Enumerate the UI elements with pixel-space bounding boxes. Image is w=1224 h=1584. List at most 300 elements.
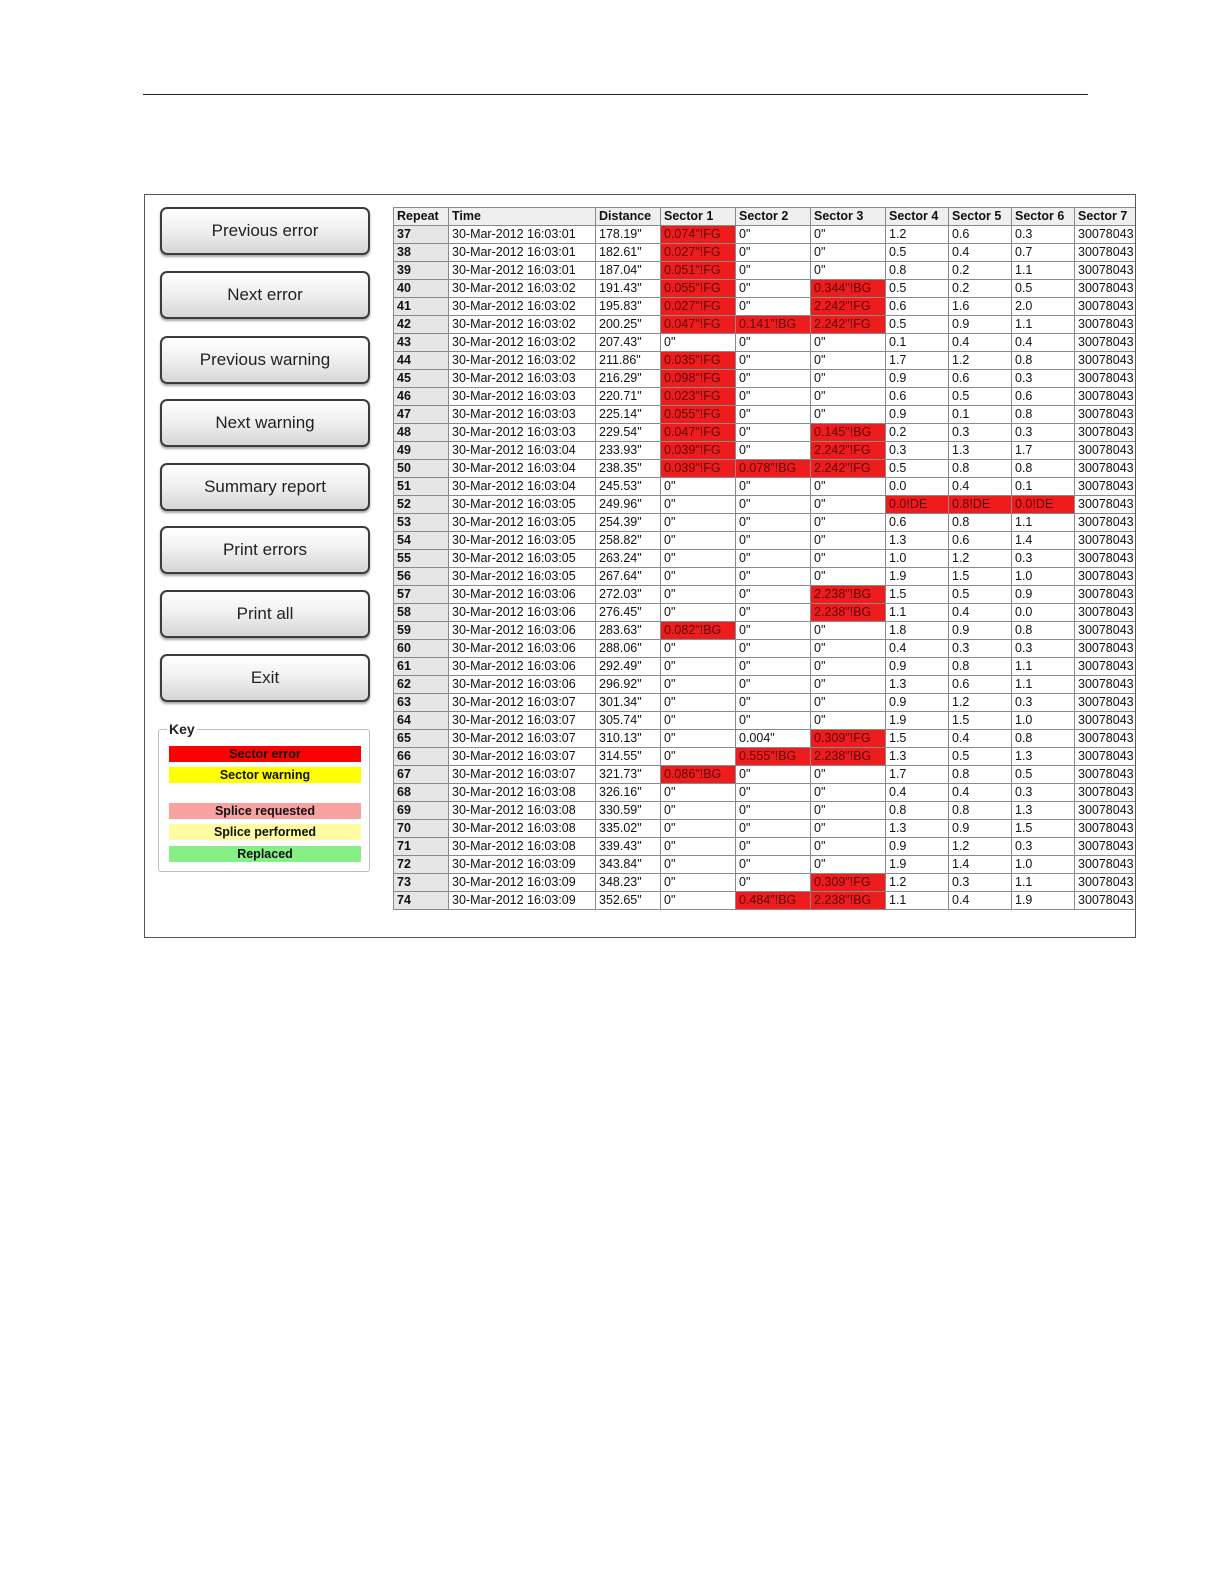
table-cell: 30-Mar-2012 16:03:08 [449, 784, 596, 802]
table-cell: 0.6 [949, 676, 1012, 694]
table-cell: 30-Mar-2012 16:03:02 [449, 280, 596, 298]
table-cell: 30078043 [1075, 568, 1137, 586]
table-cell: 1.5 [949, 712, 1012, 730]
table-cell: 296.92" [596, 676, 661, 694]
table-cell: 0" [811, 694, 886, 712]
table-row[interactable] [394, 784, 1137, 802]
table-cell: 220.71" [596, 388, 661, 406]
col-header-time[interactable]: Time [449, 208, 596, 226]
table-row[interactable] [394, 820, 1137, 838]
table-cell: 1.5 [886, 586, 949, 604]
table-cell: 229.54" [596, 424, 661, 442]
table-cell: 207.43" [596, 334, 661, 352]
table-cell: 0.4 [949, 892, 1012, 910]
table-cell: 30078043 [1075, 406, 1137, 424]
table-cell: 1.1 [1012, 874, 1075, 892]
table-cell: 30-Mar-2012 16:03:06 [449, 658, 596, 676]
table-cell: 2.242"!FG [811, 442, 886, 460]
summary-report-button[interactable]: Summary report [160, 463, 370, 511]
table-cell: 56 [394, 568, 449, 586]
table-cell: 0.039"!FG [661, 442, 736, 460]
table-cell: 0.078"!BG [736, 460, 811, 478]
table-row[interactable] [394, 370, 1137, 388]
table-cell: 30-Mar-2012 16:03:02 [449, 298, 596, 316]
table-row[interactable] [394, 316, 1137, 334]
table-cell: 2.242"!FG [811, 298, 886, 316]
table-cell: 0.074"!FG [661, 226, 736, 244]
table-cell: 0" [811, 568, 886, 586]
table-cell: 30078043 [1075, 460, 1137, 478]
table-row[interactable] [394, 478, 1137, 496]
table-cell: 0.0!DE [886, 496, 949, 514]
table-cell: 1.1 [1012, 316, 1075, 334]
table-row[interactable] [394, 334, 1137, 352]
table-cell: 0" [661, 496, 736, 514]
table-cell: 30-Mar-2012 16:03:07 [449, 766, 596, 784]
table-cell: 0.8 [886, 802, 949, 820]
col-header-repeat[interactable]: Repeat [394, 208, 449, 226]
table-cell: 30078043 [1075, 676, 1137, 694]
table-cell: 0.039"!FG [661, 460, 736, 478]
table-cell: 30078043 [1075, 838, 1137, 856]
table-cell: 1.3 [1012, 748, 1075, 766]
table-cell: 71 [394, 838, 449, 856]
table-cell: 182.61" [596, 244, 661, 262]
table-cell: 0" [736, 388, 811, 406]
table-cell: 0" [661, 892, 736, 910]
table-cell: 30078043 [1075, 280, 1137, 298]
table-row[interactable] [394, 892, 1137, 910]
table-cell: 30-Mar-2012 16:03:09 [449, 892, 596, 910]
table-cell: 30078043 [1075, 586, 1137, 604]
table-cell: 50 [394, 460, 449, 478]
key-sector-warning: Sector warning [169, 767, 361, 783]
table-row[interactable] [394, 406, 1137, 424]
table-row[interactable] [394, 622, 1137, 640]
table-cell: 0" [736, 586, 811, 604]
table-cell: 0.9 [949, 622, 1012, 640]
table-cell: 30078043 [1075, 388, 1137, 406]
table-cell: 0" [736, 442, 811, 460]
table-cell: 30078043 [1075, 370, 1137, 388]
button-panel [145, 195, 385, 937]
table-cell: 30-Mar-2012 16:03:05 [449, 532, 596, 550]
table-cell: 0.023"!FG [661, 388, 736, 406]
key-splice-requested: Splice requested [169, 803, 361, 819]
table-row[interactable] [394, 568, 1137, 586]
table-cell: 0.9 [886, 838, 949, 856]
table-cell: 65 [394, 730, 449, 748]
table-cell: 1.0 [1012, 856, 1075, 874]
table-cell: 1.7 [1012, 442, 1075, 460]
table-cell: 0.9 [949, 316, 1012, 334]
table-cell: 1.9 [1012, 892, 1075, 910]
table-cell: 0.1 [1012, 478, 1075, 496]
table-cell: 30078043 [1075, 244, 1137, 262]
table-cell: 0.6 [886, 514, 949, 532]
table-cell: 30-Mar-2012 16:03:03 [449, 370, 596, 388]
table-cell: 0" [661, 658, 736, 676]
table-cell: 0.8!DE [949, 496, 1012, 514]
table-cell: 30-Mar-2012 16:03:03 [449, 424, 596, 442]
table-cell: 0" [661, 586, 736, 604]
table-cell: 30-Mar-2012 16:03:05 [449, 496, 596, 514]
table-cell: 30078043 [1075, 532, 1137, 550]
table-cell: 1.5 [1012, 820, 1075, 838]
table-cell: 30-Mar-2012 16:03:04 [449, 478, 596, 496]
table-cell: 1.3 [886, 532, 949, 550]
table-cell: 0" [811, 388, 886, 406]
col-header-sector-5[interactable]: Sector 5 [949, 208, 1012, 226]
table-cell: 0.5 [886, 280, 949, 298]
table-cell: 352.65" [596, 892, 661, 910]
table-cell: 68 [394, 784, 449, 802]
previous-warning-button[interactable]: Previous warning [160, 336, 370, 384]
table-cell: 30078043 [1075, 316, 1137, 334]
table-cell: 30-Mar-2012 16:03:08 [449, 820, 596, 838]
table-cell: 0" [811, 370, 886, 388]
table-cell: 0.344"!BG [811, 280, 886, 298]
table-cell: 0.9 [886, 406, 949, 424]
table-cell: 60 [394, 640, 449, 658]
screenshot-frame [144, 194, 1136, 938]
table-cell: 0.4 [886, 640, 949, 658]
table-row[interactable] [394, 298, 1137, 316]
table-cell: 0.0!DE [1012, 496, 1075, 514]
next-error-button[interactable]: Next error [160, 271, 370, 319]
table-cell: 0" [811, 334, 886, 352]
table-cell: 0.309"!FG [811, 874, 886, 892]
table-cell: 0.8 [949, 802, 1012, 820]
table-cell: 54 [394, 532, 449, 550]
table-cell: 1.3 [886, 748, 949, 766]
table-cell: 0.5 [886, 316, 949, 334]
table-cell: 1.3 [949, 442, 1012, 460]
table-row[interactable] [394, 460, 1137, 478]
table-row[interactable] [394, 604, 1137, 622]
table-cell: 30078043 [1075, 892, 1137, 910]
table-cell: 44 [394, 352, 449, 370]
table-cell: 0" [736, 568, 811, 586]
table-cell: 1.3 [886, 676, 949, 694]
table-cell: 30078043 [1075, 874, 1137, 892]
table-cell: 0" [736, 424, 811, 442]
table-row[interactable] [394, 712, 1137, 730]
table-cell: 0.4 [949, 730, 1012, 748]
table-cell: 0" [736, 298, 811, 316]
table-cell: 0.5 [886, 460, 949, 478]
table-cell: 30078043 [1075, 856, 1137, 874]
table-row[interactable] [394, 226, 1137, 244]
table-cell: 1.2 [949, 352, 1012, 370]
table-cell: 258.82" [596, 532, 661, 550]
table-cell: 1.2 [886, 226, 949, 244]
table-cell: 30-Mar-2012 16:03:02 [449, 316, 596, 334]
table-cell: 0" [811, 838, 886, 856]
table-cell: 30-Mar-2012 16:03:01 [449, 262, 596, 280]
col-header-sector-3[interactable]: Sector 3 [811, 208, 886, 226]
table-cell: 0" [661, 532, 736, 550]
table-cell: 0.145"!BG [811, 424, 886, 442]
table-cell: 0" [811, 532, 886, 550]
col-header-sector-2[interactable]: Sector 2 [736, 208, 811, 226]
table-cell: 30078043 [1075, 766, 1137, 784]
table-cell: 30-Mar-2012 16:03:06 [449, 640, 596, 658]
table-cell: 0" [811, 640, 886, 658]
table-row[interactable] [394, 658, 1137, 676]
table-cell: 249.96" [596, 496, 661, 514]
table-cell: 2.238"!BG [811, 604, 886, 622]
table-cell: 0" [811, 784, 886, 802]
table-cell: 0.3 [1012, 424, 1075, 442]
table-cell: 2.238"!BG [811, 748, 886, 766]
table-cell: 0.6 [886, 298, 949, 316]
table-cell: 0.3 [886, 442, 949, 460]
table-cell: 1.3 [1012, 802, 1075, 820]
table-row[interactable] [394, 838, 1137, 856]
table-cell: 0.8 [1012, 622, 1075, 640]
table-row[interactable] [394, 856, 1137, 874]
table-cell: 283.63" [596, 622, 661, 640]
table-row[interactable] [394, 442, 1137, 460]
table-cell: 301.34" [596, 694, 661, 712]
table-cell: 1.5 [949, 568, 1012, 586]
next-warning-button[interactable]: Next warning [160, 399, 370, 447]
table-row[interactable] [394, 586, 1137, 604]
table-row[interactable] [394, 874, 1137, 892]
table-cell: 2.0 [1012, 298, 1075, 316]
table-cell: 0" [661, 874, 736, 892]
table-cell: 0.8 [886, 262, 949, 280]
table-cell: 0" [736, 766, 811, 784]
key-title: Key [169, 721, 195, 737]
table-row[interactable] [394, 424, 1137, 442]
table-cell: 69 [394, 802, 449, 820]
key-sector-error: Sector error [169, 746, 361, 762]
table-cell: 314.55" [596, 748, 661, 766]
table-cell: 1.9 [886, 856, 949, 874]
table-cell: 2.242"!FG [811, 460, 886, 478]
table-cell: 30078043 [1075, 712, 1137, 730]
table-cell: 0" [661, 748, 736, 766]
table-cell: 1.4 [949, 856, 1012, 874]
table-row[interactable] [394, 388, 1137, 406]
table-cell: 0.8 [949, 460, 1012, 478]
table-cell: 39 [394, 262, 449, 280]
table-cell: 30-Mar-2012 16:03:03 [449, 388, 596, 406]
table-row[interactable] [394, 280, 1137, 298]
table-cell: 30-Mar-2012 16:03:06 [449, 622, 596, 640]
table-cell: 30-Mar-2012 16:03:01 [449, 226, 596, 244]
table-cell: 0.2 [886, 424, 949, 442]
table-cell: 30078043 [1075, 748, 1137, 766]
col-header-sector-1[interactable]: Sector 1 [661, 208, 736, 226]
table-cell: 0.035"!FG [661, 352, 736, 370]
table-cell: 0.6 [1012, 388, 1075, 406]
print-all-button[interactable]: Print all [160, 590, 370, 638]
table-cell: 0" [736, 802, 811, 820]
table-cell: 0.4 [949, 244, 1012, 262]
table-cell: 0.4 [949, 334, 1012, 352]
table-cell: 0.5 [949, 748, 1012, 766]
table-cell: 1.9 [886, 712, 949, 730]
table-cell: 0.6 [949, 226, 1012, 244]
table-cell: 0" [661, 838, 736, 856]
table-cell: 0.086"!BG [661, 766, 736, 784]
table-cell: 30078043 [1075, 262, 1137, 280]
table-cell: 0.055"!FG [661, 406, 736, 424]
table-cell: 53 [394, 514, 449, 532]
table-cell: 0" [736, 640, 811, 658]
table-cell: 0" [736, 226, 811, 244]
table-cell: 0.3 [949, 874, 1012, 892]
table-cell: 30078043 [1075, 802, 1137, 820]
table-row[interactable] [394, 748, 1137, 766]
table-cell: 0.047"!FG [661, 424, 736, 442]
print-errors-button[interactable]: Print errors [160, 526, 370, 574]
table-cell: 30078043 [1075, 820, 1137, 838]
table-cell: 0" [661, 820, 736, 838]
table-row[interactable] [394, 694, 1137, 712]
table-row[interactable] [394, 640, 1137, 658]
table-cell: 233.93" [596, 442, 661, 460]
table-cell: 30-Mar-2012 16:03:02 [449, 352, 596, 370]
table-cell: 30-Mar-2012 16:03:04 [449, 442, 596, 460]
table-cell: 0" [811, 550, 886, 568]
table-cell: 0" [811, 766, 886, 784]
table-cell: 0.6 [886, 388, 949, 406]
table-cell: 0" [811, 856, 886, 874]
table-cell: 267.64" [596, 568, 661, 586]
table-cell: 200.25" [596, 316, 661, 334]
table-cell: 58 [394, 604, 449, 622]
table-cell: 0" [661, 784, 736, 802]
table-cell: 0.8 [1012, 406, 1075, 424]
table-cell: 0" [736, 352, 811, 370]
table-row[interactable] [394, 730, 1137, 748]
col-header-distance[interactable]: Distance [596, 208, 661, 226]
table-cell: 0" [811, 262, 886, 280]
table-cell: 40 [394, 280, 449, 298]
table-cell: 30078043 [1075, 604, 1137, 622]
table-cell: 0.8 [1012, 460, 1075, 478]
table-cell: 0.0 [1012, 604, 1075, 622]
table-cell: 0.3 [1012, 838, 1075, 856]
table-row[interactable] [394, 496, 1137, 514]
table-cell: 0" [736, 550, 811, 568]
results-grid-viewport[interactable] [393, 207, 1136, 938]
table-cell: 1.0 [1012, 568, 1075, 586]
table-cell: 276.45" [596, 604, 661, 622]
col-header-sector-4[interactable]: Sector 4 [886, 208, 949, 226]
table-cell: 0.9 [886, 658, 949, 676]
table-cell: 238.35" [596, 460, 661, 478]
table-cell: 30078043 [1075, 658, 1137, 676]
table-cell: 0" [661, 676, 736, 694]
table-row[interactable] [394, 262, 1137, 280]
table-cell: 30-Mar-2012 16:03:04 [449, 460, 596, 478]
table-row[interactable] [394, 532, 1137, 550]
table-cell: 310.13" [596, 730, 661, 748]
table-cell: 38 [394, 244, 449, 262]
table-cell: 321.73" [596, 766, 661, 784]
page-header-rule [143, 94, 1088, 95]
table-cell: 0.9 [949, 820, 1012, 838]
table-cell: 0.3 [1012, 694, 1075, 712]
table-cell: 0" [736, 262, 811, 280]
col-header-sector-7[interactable]: Sector 7 [1075, 208, 1137, 226]
table-cell: 0" [661, 694, 736, 712]
col-header-sector-6[interactable]: Sector 6 [1012, 208, 1075, 226]
table-cell: 0" [736, 838, 811, 856]
table-cell: 30-Mar-2012 16:03:07 [449, 730, 596, 748]
table-cell: 0.3 [949, 640, 1012, 658]
table-row[interactable] [394, 550, 1137, 568]
table-cell: 1.1 [1012, 658, 1075, 676]
table-cell: 2.242"!FG [811, 316, 886, 334]
table-row[interactable] [394, 352, 1137, 370]
table-cell: 0" [661, 640, 736, 658]
table-cell: 30078043 [1075, 226, 1137, 244]
table-cell: 30-Mar-2012 16:03:05 [449, 514, 596, 532]
table-cell: 55 [394, 550, 449, 568]
table-cell: 0.8 [949, 658, 1012, 676]
table-cell: 0.4 [1012, 334, 1075, 352]
table-cell: 1.8 [886, 622, 949, 640]
table-cell: 0.3 [1012, 226, 1075, 244]
table-cell: 30-Mar-2012 16:03:05 [449, 550, 596, 568]
table-cell: 0" [811, 676, 886, 694]
table-cell: 1.0 [886, 550, 949, 568]
table-cell: 30078043 [1075, 442, 1137, 460]
table-row[interactable] [394, 244, 1137, 262]
key-legend [158, 721, 370, 872]
table-cell: 30-Mar-2012 16:03:09 [449, 874, 596, 892]
table-cell: 0.5 [1012, 280, 1075, 298]
table-cell: 1.2 [949, 550, 1012, 568]
table-cell: 0" [661, 604, 736, 622]
table-cell: 73 [394, 874, 449, 892]
table-cell: 178.19" [596, 226, 661, 244]
previous-error-button[interactable]: Previous error [160, 207, 370, 255]
table-cell: 272.03" [596, 586, 661, 604]
table-cell: 0.555"!BG [736, 748, 811, 766]
table-cell: 0" [736, 280, 811, 298]
table-cell: 0.9 [1012, 586, 1075, 604]
table-cell: 0.6 [949, 532, 1012, 550]
table-cell: 30078043 [1075, 640, 1137, 658]
table-row[interactable] [394, 802, 1137, 820]
exit-button[interactable]: Exit [160, 654, 370, 702]
table-cell: 30-Mar-2012 16:03:05 [449, 568, 596, 586]
table-cell: 43 [394, 334, 449, 352]
table-cell: 0.4 [886, 784, 949, 802]
table-row[interactable] [394, 676, 1137, 694]
table-cell: 1.6 [949, 298, 1012, 316]
table-cell: 0" [736, 874, 811, 892]
table-row[interactable] [394, 514, 1137, 532]
table-cell: 0.2 [949, 280, 1012, 298]
table-cell: 52 [394, 496, 449, 514]
table-cell: 1.0 [1012, 712, 1075, 730]
table-cell: 1.1 [886, 604, 949, 622]
table-cell: 348.23" [596, 874, 661, 892]
table-cell: 339.43" [596, 838, 661, 856]
table-cell: 0.004" [736, 730, 811, 748]
table-row[interactable] [394, 766, 1137, 784]
table-cell: 0.082"!BG [661, 622, 736, 640]
table-cell: 195.83" [596, 298, 661, 316]
